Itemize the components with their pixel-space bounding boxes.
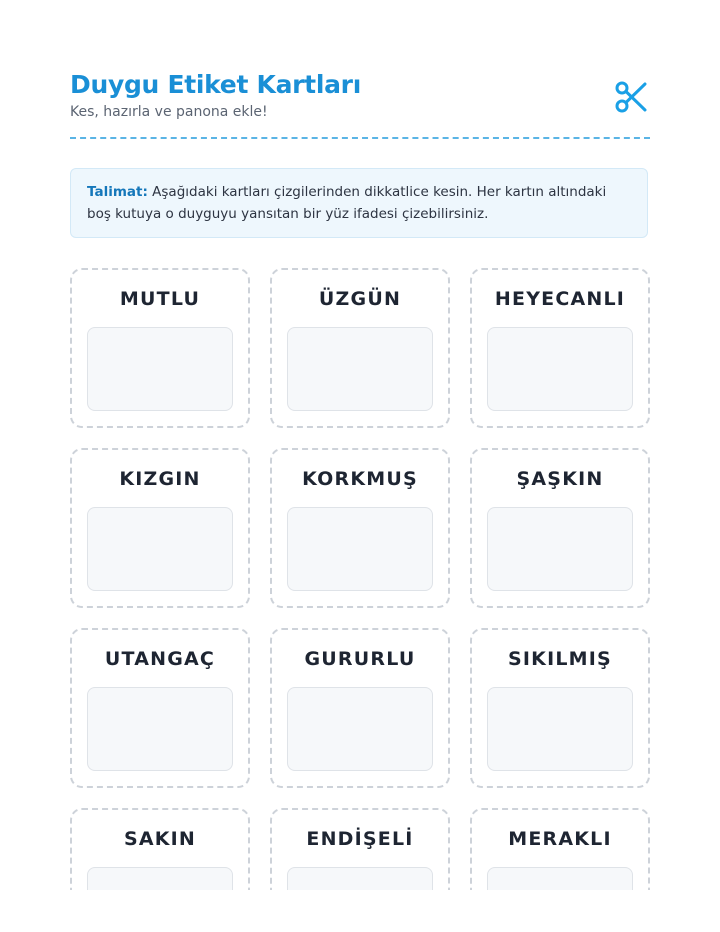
drawing-box bbox=[87, 327, 233, 411]
emotion-label: MERAKLI bbox=[508, 828, 612, 850]
drawing-box bbox=[287, 687, 433, 771]
instruction-label: Talimat: bbox=[87, 184, 148, 200]
worksheet-header bbox=[70, 70, 650, 122]
drawing-box bbox=[87, 687, 233, 771]
instruction-text: Aşağıdaki kartları çizgilerinden dikkatlice kesin. Her kartın altındaki boş kutuya o duyguyu yansıtan bir yüz ifadesi çizebilirsiniz. bbox=[87, 184, 607, 222]
drawing-box bbox=[287, 507, 433, 591]
instruction-box bbox=[70, 168, 648, 238]
drawing-box bbox=[87, 507, 233, 591]
emotion-card bbox=[70, 448, 250, 608]
emotion-card bbox=[470, 268, 650, 428]
worksheet-page bbox=[70, 0, 650, 890]
emotion-label: ÜZGÜN bbox=[318, 288, 402, 310]
drawing-box bbox=[487, 327, 633, 411]
emotion-card bbox=[470, 628, 650, 788]
emotion-label: SAKIN bbox=[123, 828, 197, 850]
emotion-card bbox=[70, 268, 250, 428]
page-title: Duygu Etiket Kartları bbox=[70, 70, 361, 99]
emotion-card bbox=[270, 268, 450, 428]
emotion-label: KORKMUŞ bbox=[302, 468, 418, 490]
scissors-icon bbox=[614, 80, 648, 114]
emotion-card bbox=[270, 628, 450, 788]
emotion-label: UTANGAÇ bbox=[104, 648, 216, 670]
drawing-box bbox=[287, 867, 433, 890]
emotion-label: SIKILMIŞ bbox=[508, 648, 612, 670]
emotion-card bbox=[70, 808, 250, 890]
emotion-label: HEYECANLI bbox=[494, 288, 626, 310]
drawing-box bbox=[487, 687, 633, 771]
emotion-label: KIZGIN bbox=[119, 468, 201, 490]
drawing-box bbox=[487, 507, 633, 591]
emotion-label: MUTLU bbox=[119, 288, 201, 310]
drawing-box bbox=[87, 867, 233, 890]
emotion-card bbox=[470, 808, 650, 890]
emotion-label: GURURLU bbox=[304, 648, 416, 670]
emotion-label: ENDİŞELİ bbox=[306, 828, 414, 850]
emotion-card bbox=[270, 808, 450, 890]
emotion-card bbox=[270, 448, 450, 608]
drawing-box bbox=[487, 867, 633, 890]
dashed-divider bbox=[70, 137, 650, 139]
emotion-label: ŞAŞKIN bbox=[516, 468, 604, 490]
emotion-card bbox=[470, 448, 650, 608]
drawing-box bbox=[287, 327, 433, 411]
emotion-card bbox=[70, 628, 250, 788]
page-subtitle: Kes, hazırla ve panona ekle! bbox=[70, 104, 268, 120]
